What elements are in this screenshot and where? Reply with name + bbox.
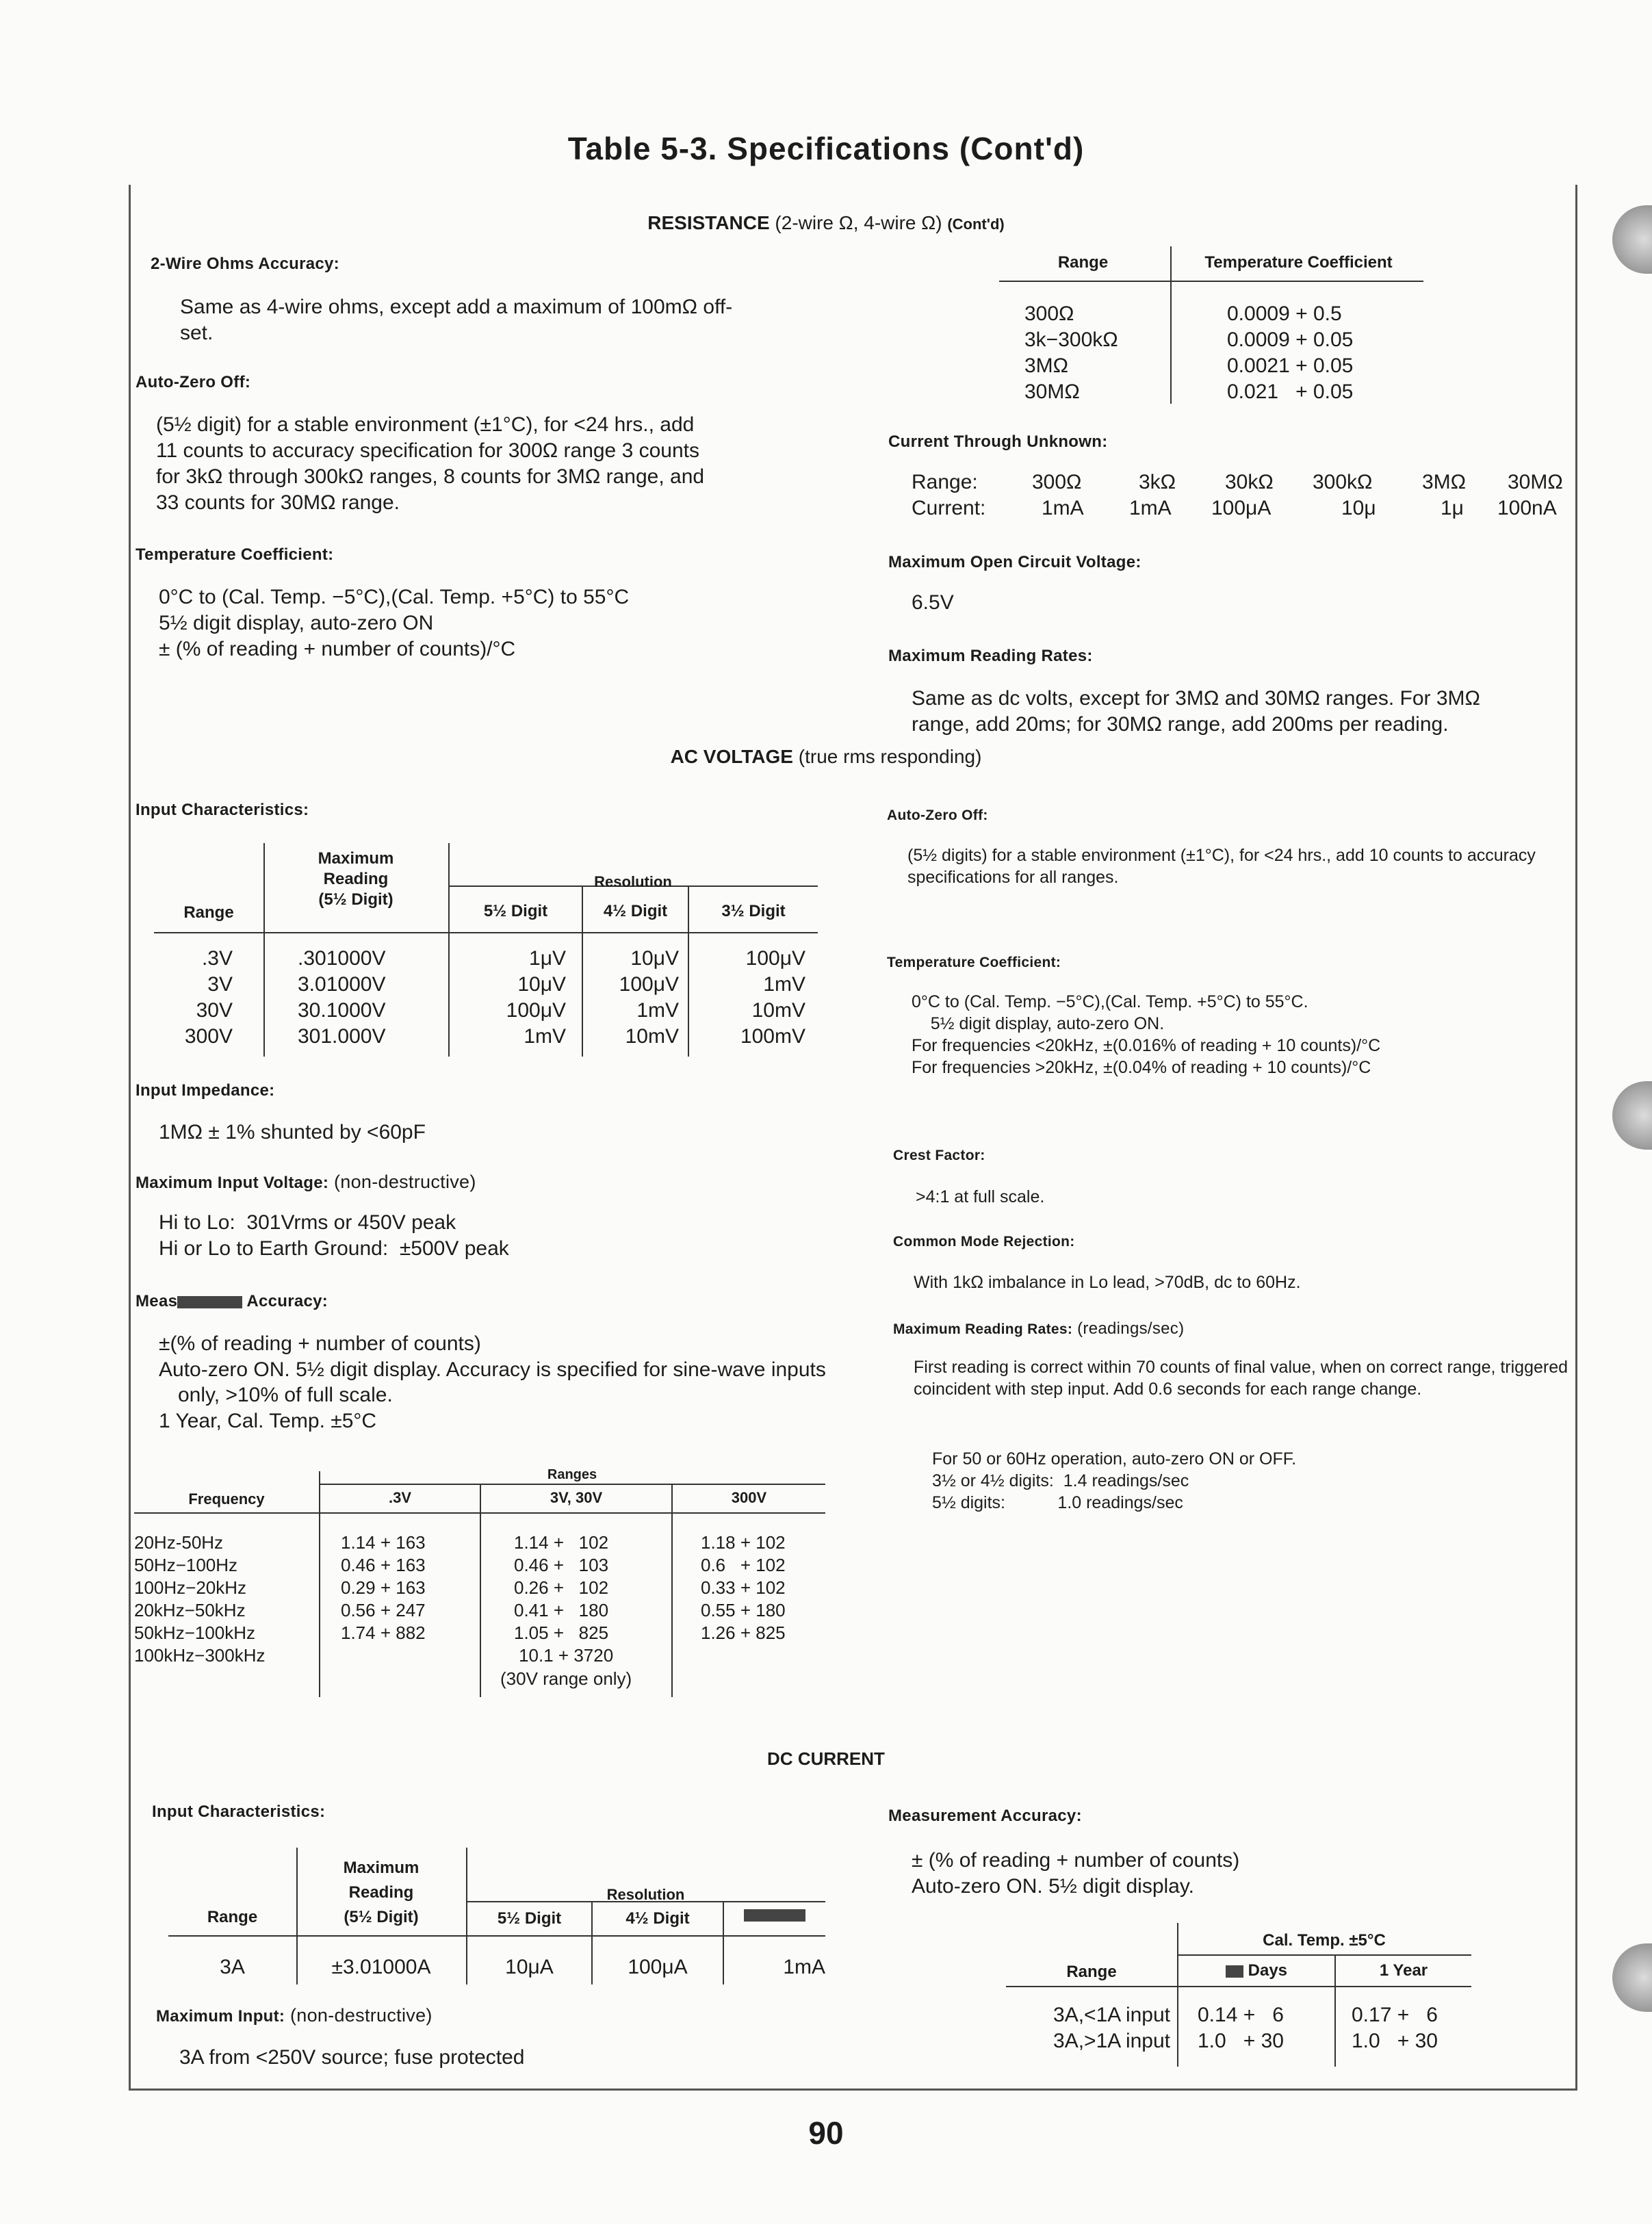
ac-accuracy-text-1: ±(% of reading + number of counts)	[159, 1332, 481, 1355]
ac-cmr-heading: Common Mode Rejection:	[893, 1234, 1075, 1250]
ac-input-heading: Input Characteristics:	[135, 801, 309, 819]
ac-input-max-3: 30.1000V	[298, 999, 386, 1022]
dc-acc-rule-cal	[1177, 1954, 1471, 1956]
current-range-label: Range:	[912, 471, 978, 493]
tempco-table-vline	[1170, 246, 1172, 404]
ocv-text: 6.5V	[912, 591, 954, 614]
dc-acc-days-1: 0.14 + 6	[1198, 2004, 1284, 2026]
ac-input-table	[154, 843, 818, 1057]
ac-tempco-text: 0°C to (Cal. Temp. −5°C),(Cal. Temp. +5°C) to 55°C. 5½ digit display, auto-zero ON. For frequencies <20kHz, ±(0.016% of reading + 10 counts)/°C For frequencies >20kHz, ±(0.04% of reading + 10 counts)/°C	[912, 992, 1381, 1077]
ac-input-range-2: 3V	[207, 973, 233, 996]
ac-crest-heading: Crest Factor:	[893, 1148, 985, 1163]
ac-input-h-res-55: 5½ Digit	[483, 902, 548, 920]
binder-hole-bottom	[1612, 1943, 1652, 2012]
dc-input-range: 3A	[220, 1956, 245, 1978]
ac-mrr-heading: Maximum Reading Rates: (readings/sec)	[893, 1319, 1185, 1338]
ac-freq-c-3: 0.33 + 102	[701, 1577, 786, 1598]
current-range-3M: 3MΩ	[1422, 471, 1467, 493]
dc-input-h-range: Range	[207, 1908, 258, 1926]
ac-input-rule-head	[154, 932, 818, 933]
ac-freq-f-1: 20Hz-50Hz	[134, 1532, 224, 1553]
ac-freq-b-2: 0.46 + 103	[514, 1555, 609, 1575]
dc-input-rule-head	[168, 1935, 825, 1937]
current-heading: Current Through Unknown:	[888, 432, 1108, 451]
dc-acc-range-1: 3A,<1A input	[1053, 2004, 1170, 2026]
current-value-30k: 100μA	[1211, 497, 1272, 519]
current-value-3k: 1mA	[1129, 497, 1172, 519]
dc-input-heading: Input Characteristics:	[152, 1802, 326, 1821]
ac-autozero-text: (5½ digits) for a stable environment (±1°C), for <24 hrs., add 10 counts to accuracy specifications for all ranges.	[907, 846, 1536, 887]
current-range-30k: 30kΩ	[1225, 471, 1274, 493]
ac-freq-h-03: .3V	[388, 1489, 412, 1506]
ac-input-max-2: 3.01000V	[298, 973, 386, 996]
ac-freq-rule-head	[134, 1512, 825, 1514]
ac-input-h-res-45: 4½ Digit	[603, 902, 668, 920]
tempco-table-rule	[999, 281, 1423, 282]
autozero-heading: Auto-Zero Off:	[135, 373, 251, 391]
current-value-3M: 1μ	[1441, 497, 1464, 519]
dc-acc-heading: Measurement Accuracy:	[888, 1807, 1082, 1825]
ac-freq-rule-ranges	[319, 1484, 825, 1485]
ac-freq-f-2: 50Hz−100Hz	[134, 1555, 238, 1575]
tempco-range-3: 3MΩ	[1024, 354, 1069, 377]
ac-crest-text: >4:1 at full scale.	[916, 1187, 1045, 1206]
ac-freq-b-4: 0.41 + 180	[514, 1600, 609, 1620]
ac-freq-table	[134, 1464, 825, 1697]
dc-acc-rule-head	[1006, 1986, 1471, 1987]
ac-freq-c-5: 1.26 + 825	[701, 1622, 786, 1643]
ac-input-h-res-35: 3½ Digit	[721, 902, 786, 920]
current-range-300: 300Ω	[1032, 471, 1082, 493]
ac-freq-f-4: 20kHz−50kHz	[134, 1600, 246, 1620]
ac-freq-b-6: 10.1 + 3720 (30V range only)	[500, 1645, 632, 1689]
ac-impedance-heading: Input Impedance:	[135, 1081, 275, 1100]
current-range-30M: 30MΩ	[1508, 471, 1563, 493]
page-frame-right	[1575, 185, 1577, 2089]
dc-input-max: ±3.01000A	[331, 1956, 431, 1978]
ac-freq-h-ranges: Ranges	[547, 1467, 597, 1482]
ac-freq-b-5: 1.05 + 825	[514, 1622, 609, 1643]
page-number: 90	[808, 2115, 844, 2151]
tempco-coef-1: 0.0009 + 0.5	[1227, 302, 1342, 325]
tempco-coef-4: 0.021 + 0.05	[1227, 380, 1354, 403]
ac-mrr-text-2: For 50 or 60Hz operation, auto-zero ON or OFF. 3½ or 4½ digits: 1.4 readings/sec 5½ digits: 1.0 readings/sec	[932, 1449, 1297, 1512]
resistance-section-title: RESISTANCE (2-wire Ω, 4-wire Ω) (Cont'd)	[647, 212, 1005, 233]
ac-maxin-text: Hi to Lo: 301Vrms or 450V peak Hi or Lo to Earth Ground: ±500V peak	[159, 1211, 509, 1260]
tempco-table	[999, 246, 1423, 408]
current-range-3k: 3kΩ	[1139, 471, 1176, 493]
autozero-text: (5½ digit) for a stable environment (±1°C), for <24 hrs., add 11 counts to accuracy specification for 300Ω range 3 counts for 3kΩ through 300kΩ ranges, 8 counts for 3MΩ range, and 33 counts for 30MΩ range.	[156, 413, 705, 514]
dc-acc-h-range: Range	[1066, 1963, 1117, 1981]
tempco-table-header-coef: Temperature Coefficient	[1204, 253, 1393, 272]
ac-input-res55-4: 1mV	[524, 1025, 566, 1048]
ac-freq-f-6: 100kHz−300kHz	[134, 1645, 266, 1666]
current-current-label: Current:	[912, 497, 986, 519]
tempco-table-header-range: Range	[1057, 253, 1109, 272]
tempco-coef-3: 0.0021 + 0.05	[1227, 354, 1354, 377]
ac-accuracy-text-3: 1 Year, Cal. Temp. ±5°C	[159, 1410, 377, 1432]
current-range-300k: 300kΩ	[1313, 471, 1373, 493]
dc-current-section-title: DC CURRENT	[767, 1748, 885, 1769]
dc-acc-year-1: 0.17 + 6	[1352, 2004, 1438, 2026]
ocv-heading: Maximum Open Circuit Voltage:	[888, 553, 1141, 571]
binder-hole-middle	[1612, 1081, 1652, 1150]
dc-acc-range-2: 3A,>1A input	[1053, 2030, 1170, 2052]
rates-text: Same as dc volts, except for 3MΩ and 30MΩ ranges. For 3MΩ range, add 20ms; for 30MΩ range, add 200ms per reading.	[912, 687, 1480, 736]
ac-autozero-heading: Auto-Zero Off:	[887, 807, 988, 823]
dc-input-h-res-45: 4½ Digit	[625, 1909, 690, 1928]
ac-input-res55-1: 1μV	[529, 947, 566, 970]
ac-freq-b-1: 1.14 + 102	[514, 1532, 609, 1553]
ac-freq-c-2: 0.6 + 102	[701, 1555, 786, 1575]
ac-input-res55-3: 100μV	[506, 999, 566, 1022]
dc-acc-days-2: 1.0 + 30	[1198, 2030, 1284, 2052]
ac-freq-a-4: 0.56 + 247	[341, 1600, 426, 1620]
ac-freq-vline-2	[480, 1485, 481, 1697]
tempco-range-4: 30MΩ	[1024, 380, 1080, 403]
ac-input-res45-2: 100μV	[619, 973, 679, 996]
dc-acc-h-days: Days	[1178, 1961, 1334, 1980]
ac-input-range-1: .3V	[201, 947, 233, 970]
ac-input-h-res: Resolution	[594, 873, 672, 890]
ac-input-range-4: 300V	[184, 1025, 233, 1048]
ac-freq-h-3-30: 3V, 30V	[550, 1489, 603, 1506]
ac-freq-vline-3	[671, 1485, 673, 1697]
ac-freq-f-3: 100Hz−20kHz	[134, 1577, 247, 1598]
ac-freq-f-5: 50kHz−100kHz	[134, 1622, 256, 1643]
ac-freq-h-freq: Frequency	[188, 1490, 265, 1508]
current-value-300: 1mA	[1042, 497, 1084, 519]
dc-input-table	[168, 1848, 825, 1984]
tempco-heading: Temperature Coefficient:	[135, 545, 334, 564]
ac-freq-c-4: 0.55 + 180	[701, 1600, 786, 1620]
ac-accuracy-text-2: Auto-zero ON. 5½ digit display. Accuracy is specified for sine-wave inputs only, >10% of full scale.	[159, 1358, 826, 1406]
ac-input-res45-4: 10mV	[625, 1025, 679, 1048]
dc-input-h-res-55: 5½ Digit	[497, 1909, 562, 1928]
page-title: Table 5-3. Specifications (Cont'd)	[567, 131, 1085, 166]
current-value-300k: 10μ	[1341, 497, 1376, 519]
ac-tempco-heading: Temperature Coefficient:	[887, 955, 1061, 970]
ac-impedance-text: 1MΩ ± 1% shunted by <60pF	[159, 1121, 426, 1143]
dc-acc-h-cal: Cal. Temp. ±5°C	[1263, 1931, 1386, 1950]
ac-freq-a-1: 1.14 + 163	[341, 1532, 426, 1553]
dc-maxin-heading: Maximum Input: (non-destructive)	[156, 2005, 433, 2026]
tempco-range-1: 300Ω	[1024, 302, 1074, 325]
ac-input-max-1: .301000V	[298, 947, 386, 970]
ac-freq-b-3: 0.26 + 102	[514, 1577, 609, 1598]
ac-voltage-section-title: AC VOLTAGE (true rms responding)	[670, 746, 982, 767]
ac-freq-a-3: 0.29 + 163	[341, 1577, 426, 1598]
page-frame-left	[129, 185, 131, 2089]
dc-maxin-text: 3A from <250V source; fuse protected	[179, 2046, 525, 2069]
two-wire-text: Same as 4-wire ohms, except add a maximum of 100mΩ off- set.	[180, 296, 733, 344]
dc-acc-h-year: 1 Year	[1379, 1961, 1428, 1980]
dc-input-res-45: 100μA	[628, 1956, 688, 1978]
ac-input-res45-3: 1mV	[636, 999, 679, 1022]
ac-maxin-heading: Maximum Input Voltage: (non-destructive)	[135, 1172, 476, 1192]
ac-mrr-text: First reading is correct within 70 counts of final value, when on correct range, triggered coincident with step input. Add 0.6 seconds for each range change.	[914, 1358, 1569, 1399]
ac-input-res35-2: 1mV	[763, 973, 805, 996]
ac-input-max-4: 301.000V	[298, 1025, 386, 1048]
ac-freq-a-2: 0.46 + 163	[341, 1555, 426, 1575]
ac-freq-h-300: 300V	[731, 1489, 767, 1506]
rates-heading: Maximum Reading Rates:	[888, 647, 1093, 665]
dc-input-h-res: Resolution	[606, 1886, 685, 1903]
ac-input-res35-3: 10mV	[751, 999, 805, 1022]
tempco-range-2: 3k−300kΩ	[1024, 328, 1118, 351]
ac-accuracy-heading: Meas Accuracy:	[135, 1292, 328, 1310]
current-value-30M: 100nA	[1497, 497, 1557, 519]
two-wire-heading: 2-Wire Ohms Accuracy:	[151, 255, 339, 273]
dc-acc-table	[1006, 1923, 1471, 2067]
tempco-text: 0°C to (Cal. Temp. −5°C),(Cal. Temp. +5°C) to 55°C 5½ digit display, auto-zero ON ± (% of reading + number of counts)/°C	[159, 586, 630, 660]
ac-input-res35-4: 100mV	[740, 1025, 805, 1048]
ac-input-res45-1: 10μV	[630, 947, 679, 970]
ac-freq-a-5: 1.74 + 882	[341, 1622, 426, 1643]
ac-input-res35-1: 100μV	[745, 947, 805, 970]
dc-acc-year-2: 1.0 + 30	[1352, 2030, 1438, 2052]
ac-cmr-text: With 1kΩ imbalance in Lo lead, >70dB, dc to 60Hz.	[914, 1273, 1301, 1292]
dc-input-res-35: 1mA	[783, 1956, 825, 1978]
ac-input-range-3: 30V	[196, 999, 233, 1022]
ac-freq-c-1: 1.18 + 102	[701, 1532, 786, 1553]
ac-input-h-max: Maximum Reading (5½ Digit)	[318, 849, 394, 909]
tempco-coef-2: 0.0009 + 0.05	[1227, 328, 1354, 351]
dc-acc-text: ± (% of reading + number of counts) Auto-zero ON. 5½ digit display.	[912, 1849, 1240, 1898]
dc-input-h-res-35-redacted	[724, 1909, 825, 1922]
page-frame-bottom	[129, 2089, 1577, 2091]
ac-input-h-range: Range	[183, 903, 234, 922]
ac-input-res55-2: 10μV	[517, 973, 566, 996]
dc-input-res-55: 10μA	[505, 1956, 554, 1978]
dc-input-h-max: Maximum Reading (5½ Digit)	[343, 1859, 420, 1926]
